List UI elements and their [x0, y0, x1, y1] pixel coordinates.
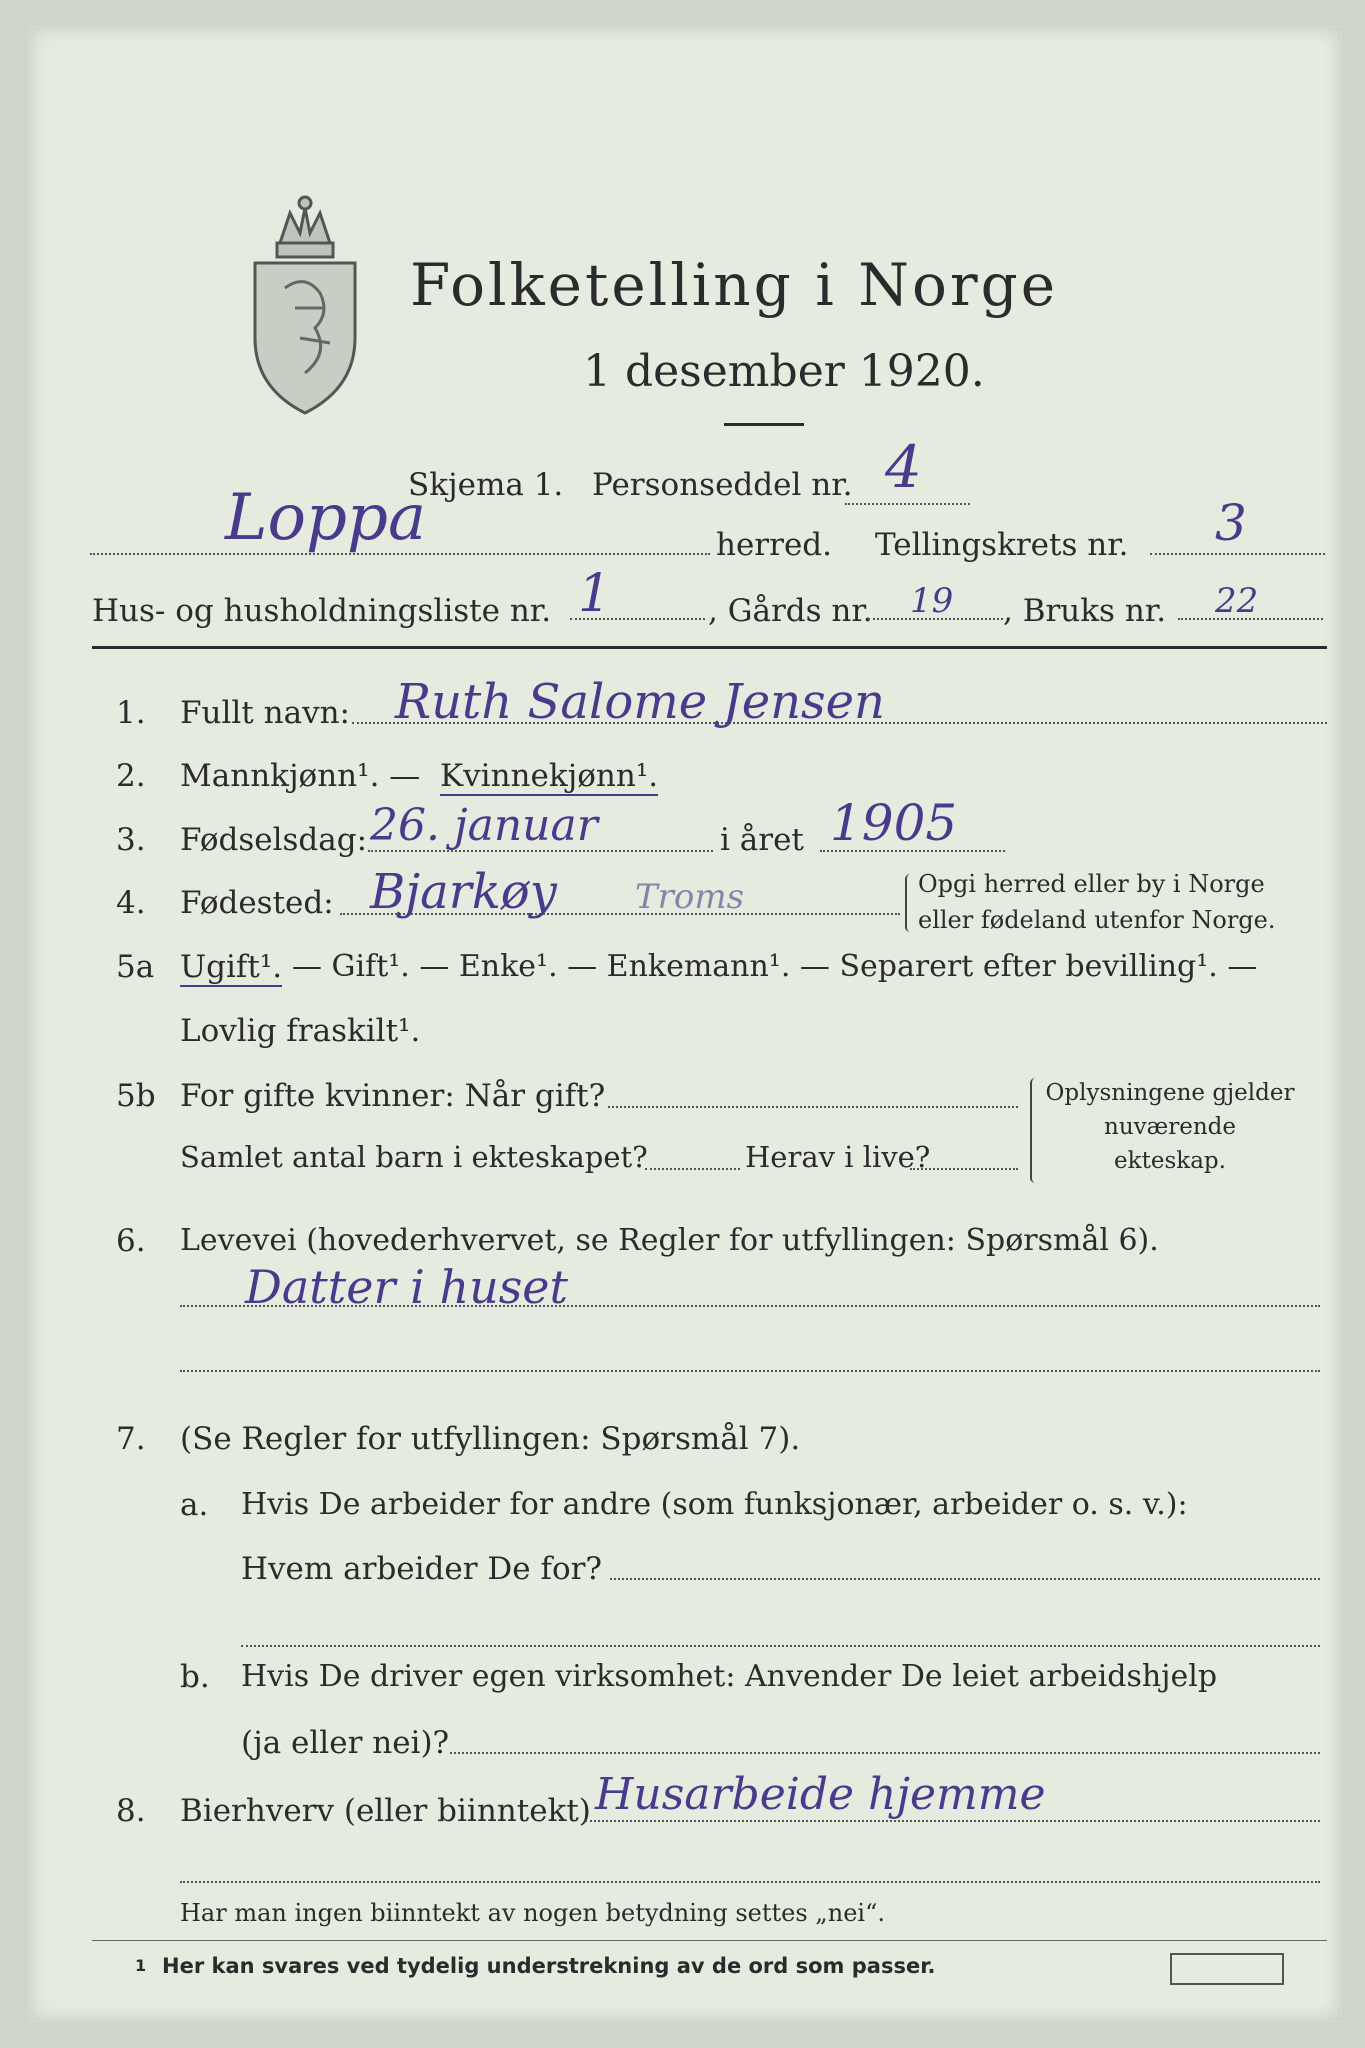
herred-value[interactable]: Loppa	[225, 481, 427, 555]
q5b-children-label: Samlet antal barn i ekteskapet?	[180, 1140, 648, 1174]
header-divider	[92, 646, 1327, 649]
form-title: Folketelling i Norge	[410, 251, 1059, 319]
q4-value[interactable]: Bjarkøy	[370, 864, 557, 920]
skjema-label: Skjema 1.	[408, 467, 564, 503]
footnote-text: Her kan svares ved tydelig understrekning av de ord som passer.	[162, 1954, 936, 1978]
q5b-label: For gifte kvinner: Når gift?	[180, 1078, 606, 1114]
coat-of-arms-icon	[245, 188, 365, 418]
q5a-ugift[interactable]: Ugift¹.	[180, 949, 283, 985]
bruks-label: , Bruks nr.	[1003, 593, 1167, 629]
footnote-mark: 1	[135, 1956, 147, 1975]
q6-value[interactable]: Datter i huset	[245, 1260, 569, 1314]
bruks-value[interactable]: 22	[1215, 581, 1259, 621]
tellingskrets-line	[1150, 553, 1325, 555]
q5b-alive-label: Herav i live?	[745, 1140, 931, 1174]
q7a-letter: a.	[180, 1487, 209, 1523]
q3-label: Fødselsdag:	[180, 822, 368, 858]
q5a-number: 5a	[116, 949, 155, 985]
q6-line2	[180, 1370, 1320, 1372]
q1-label: Fullt navn:	[180, 695, 350, 731]
husliste-value[interactable]: 1	[578, 564, 612, 624]
printer-stamp	[1170, 1953, 1284, 1985]
q7b-label2: (ja eller nei)?	[241, 1725, 450, 1761]
herred-label: herred.	[716, 527, 832, 563]
footnote-divider	[92, 1940, 1327, 1941]
personseddel-line	[845, 503, 970, 505]
husliste-label: Hus- og husholdningsliste nr.	[92, 593, 552, 629]
q5b-children-line	[645, 1168, 740, 1170]
footer-note: Har man ingen biinntekt av nogen betydning settes „nei“.	[180, 1899, 885, 1927]
gards-label: , Gårds nr.	[708, 593, 873, 629]
q3-year-label: i året	[720, 822, 804, 858]
q5a-options[interactable]: — Gift¹. — Enke¹. — Enkemann¹. — Separert efter bevilling¹. —	[292, 949, 1258, 984]
q5a-line2[interactable]: Lovlig fraskilt¹.	[180, 1013, 421, 1049]
q1-value[interactable]: Ruth Salome Jensen	[395, 674, 885, 730]
q7b-line	[450, 1752, 1320, 1754]
q5b-number: 5b	[116, 1078, 156, 1114]
title-divider	[724, 423, 804, 426]
q4-note-a: Opgi herred eller by i Norge	[918, 870, 1265, 898]
q4-number: 4.	[116, 885, 146, 921]
q3-year-value[interactable]: 1905	[830, 794, 958, 852]
personseddel-label: Personseddel nr.	[592, 467, 853, 503]
q1-number: 1.	[116, 695, 146, 731]
q6-number: 6.	[116, 1223, 146, 1259]
tellingskrets-label: Tellingskrets nr.	[875, 527, 1129, 563]
q5b-alive-line	[910, 1168, 1018, 1170]
q7a-line2	[241, 1645, 1320, 1647]
q2-male[interactable]: Mannkjønn¹. —	[180, 758, 421, 794]
q7-number: 7.	[116, 1421, 146, 1457]
q3-value[interactable]: 26. januar	[370, 800, 598, 851]
q4-value-county[interactable]: Troms	[635, 877, 745, 917]
gards-value[interactable]: 19	[910, 581, 954, 621]
q2-number: 2.	[116, 758, 146, 794]
q6-label: Levevei (hovederhvervet, se Regler for utfyllingen: Spørsmål 6).	[180, 1223, 1159, 1258]
q8-number: 8.	[116, 1793, 146, 1829]
q7a-label: Hvis De arbeider for andre (som funksjonær, arbeider o. s. v.):	[241, 1487, 1188, 1522]
q5b-note: Oplysningene gjelder nuværende ekteskap.	[1045, 1080, 1295, 1174]
q2-female[interactable]: Kvinnekjønn¹.	[440, 758, 659, 794]
q7b-letter: b.	[180, 1659, 210, 1695]
q3-number: 3.	[116, 822, 146, 858]
q5b-line	[608, 1106, 1018, 1108]
q4-label: Fødested:	[180, 885, 334, 921]
q7-label: (Se Regler for utfyllingen: Spørsmål 7).	[180, 1421, 801, 1457]
q7a-label2: Hvem arbeider De for?	[241, 1551, 603, 1587]
census-form	[30, 28, 1340, 2020]
census-date: 1 desember 1920.	[583, 346, 985, 397]
q4-brace	[905, 874, 915, 932]
personseddel-value[interactable]: 4	[885, 433, 922, 501]
q8-value[interactable]: Husarbeide hjemme	[595, 1769, 1046, 1820]
q5b-brace	[1030, 1078, 1040, 1183]
tellingskrets-value[interactable]: 3	[1215, 494, 1247, 552]
q8-line	[585, 1820, 1320, 1822]
q8-label: Bierhverv (eller biinntekt)	[180, 1793, 591, 1829]
q7a-line	[610, 1578, 1320, 1580]
q4-note-b: eller fødeland utenfor Norge.	[918, 906, 1276, 934]
q7b-label: Hvis De driver egen virksomhet: Anvender De leiet arbeidshjelp	[241, 1659, 1218, 1694]
q8-line2	[180, 1881, 1320, 1883]
